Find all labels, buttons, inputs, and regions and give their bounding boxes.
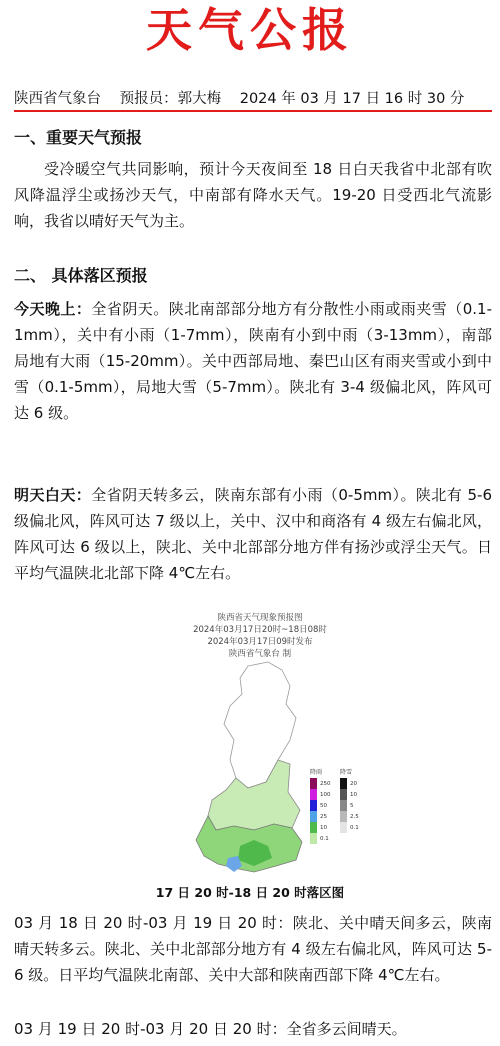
legend-snow-value: 5 xyxy=(350,803,354,809)
day3-lead: 03 月 19 日 20 时-03 月 20 日 20 时： xyxy=(14,1020,287,1038)
map-header xyxy=(150,612,370,660)
day2-forecast xyxy=(14,910,492,988)
map-header-period: 2024年03月17日20时~18日08时 xyxy=(193,625,327,635)
legend-snow-swatch xyxy=(340,800,347,811)
legend-snow-title: 降雪 xyxy=(340,769,353,776)
legend-snow-swatch xyxy=(340,811,347,822)
legend-snow-swatch xyxy=(340,789,347,800)
map-header-title: 陕西省天气现象预报图 xyxy=(217,613,303,623)
section2-heading: 二、 具体落区预报 xyxy=(14,266,148,285)
meta-datetime: 2024 年 03 月 17 日 16 时 30 分 xyxy=(239,91,465,107)
legend-snow-swatch xyxy=(340,822,347,833)
legend-rain-value: 100 xyxy=(320,792,331,798)
legend-rain-value: 50 xyxy=(320,803,327,809)
section1-body: 受冷暖空气共同影响，预计今天夜间至 18 日白天我省中北部有吹风降温浮尘或扬沙天气，中南部有降水天气。19-20 日受西北气流影响，我省以晴好天气为主。 xyxy=(14,160,492,230)
legend-snow-swatch xyxy=(340,778,347,789)
section1-heading: 一、重要天气预报 xyxy=(14,128,143,147)
tonight-lead: 今天晚上： xyxy=(14,300,92,318)
forecast-map xyxy=(150,660,370,882)
tomorrow-lead: 明天白天： xyxy=(14,486,92,504)
legend-rain-value: 250 xyxy=(320,781,331,787)
legend-rain-swatch xyxy=(310,778,317,789)
legend-snow xyxy=(340,778,359,833)
legend-rain-value: 10 xyxy=(320,825,327,831)
legend-rain-swatch xyxy=(310,800,317,811)
legend-rain-value: 25 xyxy=(320,814,327,820)
legend-rain-swatch xyxy=(310,833,317,844)
legend-snow-value: 10 xyxy=(350,792,357,798)
meta-bar xyxy=(14,88,492,112)
day2-lead: 03 月 18 日 20 时-03 月 19 日 20 时： xyxy=(14,914,293,932)
day2-body: 陕北、关中晴天间多云，陕南晴天转多云。陕北、关中北部部分地方有 4 级左右偏北风，阵风可达 5-6 级。日平均气温陕北南部、关中大部和陕南西部下降 4℃左右。 xyxy=(14,914,492,984)
legend-rain-swatch xyxy=(310,789,317,800)
legend-rain-title: 降雨 xyxy=(310,769,323,776)
tomorrow-forecast xyxy=(14,482,492,586)
legend-snow-value: 2.5 xyxy=(350,814,359,820)
forecast-map-figure xyxy=(150,612,370,882)
tonight-forecast xyxy=(14,296,492,426)
meta-org: 陕西省气象台 xyxy=(14,91,101,107)
legend-snow-value: 20 xyxy=(350,781,357,787)
map-header-issued: 2024年03月17日09时发布 xyxy=(207,637,313,647)
bulletin-title: 天气公报 xyxy=(146,3,354,57)
legend-rain xyxy=(310,778,331,844)
legend-rain-value: 0.1 xyxy=(320,836,329,842)
day3-forecast xyxy=(14,1016,492,1042)
legend-snow-value: 0.1 xyxy=(350,825,359,831)
legend-rain-swatch xyxy=(310,822,317,833)
tomorrow-body: 全省阴天转多云，陕南东部有小雨（0-5mm）。陕北有 5-6 级偏北风，阵风可达 7 级以上，关中、汉中和商洛有 4 级左右偏北风，阵风可达 6 级以上，陕北、关中北部部分地方伴有扬沙或浮尘天气。日平均气温陕北北部下降 4℃左右。 xyxy=(14,486,492,582)
map-caption: 17 日 20 时-18 日 20 时落区图 xyxy=(155,885,345,900)
meta-forecaster: 预报员：郭大梅 xyxy=(119,91,222,107)
legend-rain-swatch xyxy=(310,811,317,822)
map-header-producer: 陕西省气象台 制 xyxy=(228,649,292,659)
day3-body: 全省多云间晴天。 xyxy=(286,1020,407,1038)
tonight-body: 全省阴天。陕北南部部分地方有分散性小雨或雨夹雪（0.1-1mm），关中有小雨（1-7mm），陕南有小到中雨（3-13mm），南部局地有大雨（15-20mm）。关中西部局地、秦巴山区有雨夹雪或小到中雪（0.1-5mm），局地大雪（5-7mm）。陕北有 3-4 级偏北风，阵风可达 6 级。 xyxy=(14,300,492,422)
